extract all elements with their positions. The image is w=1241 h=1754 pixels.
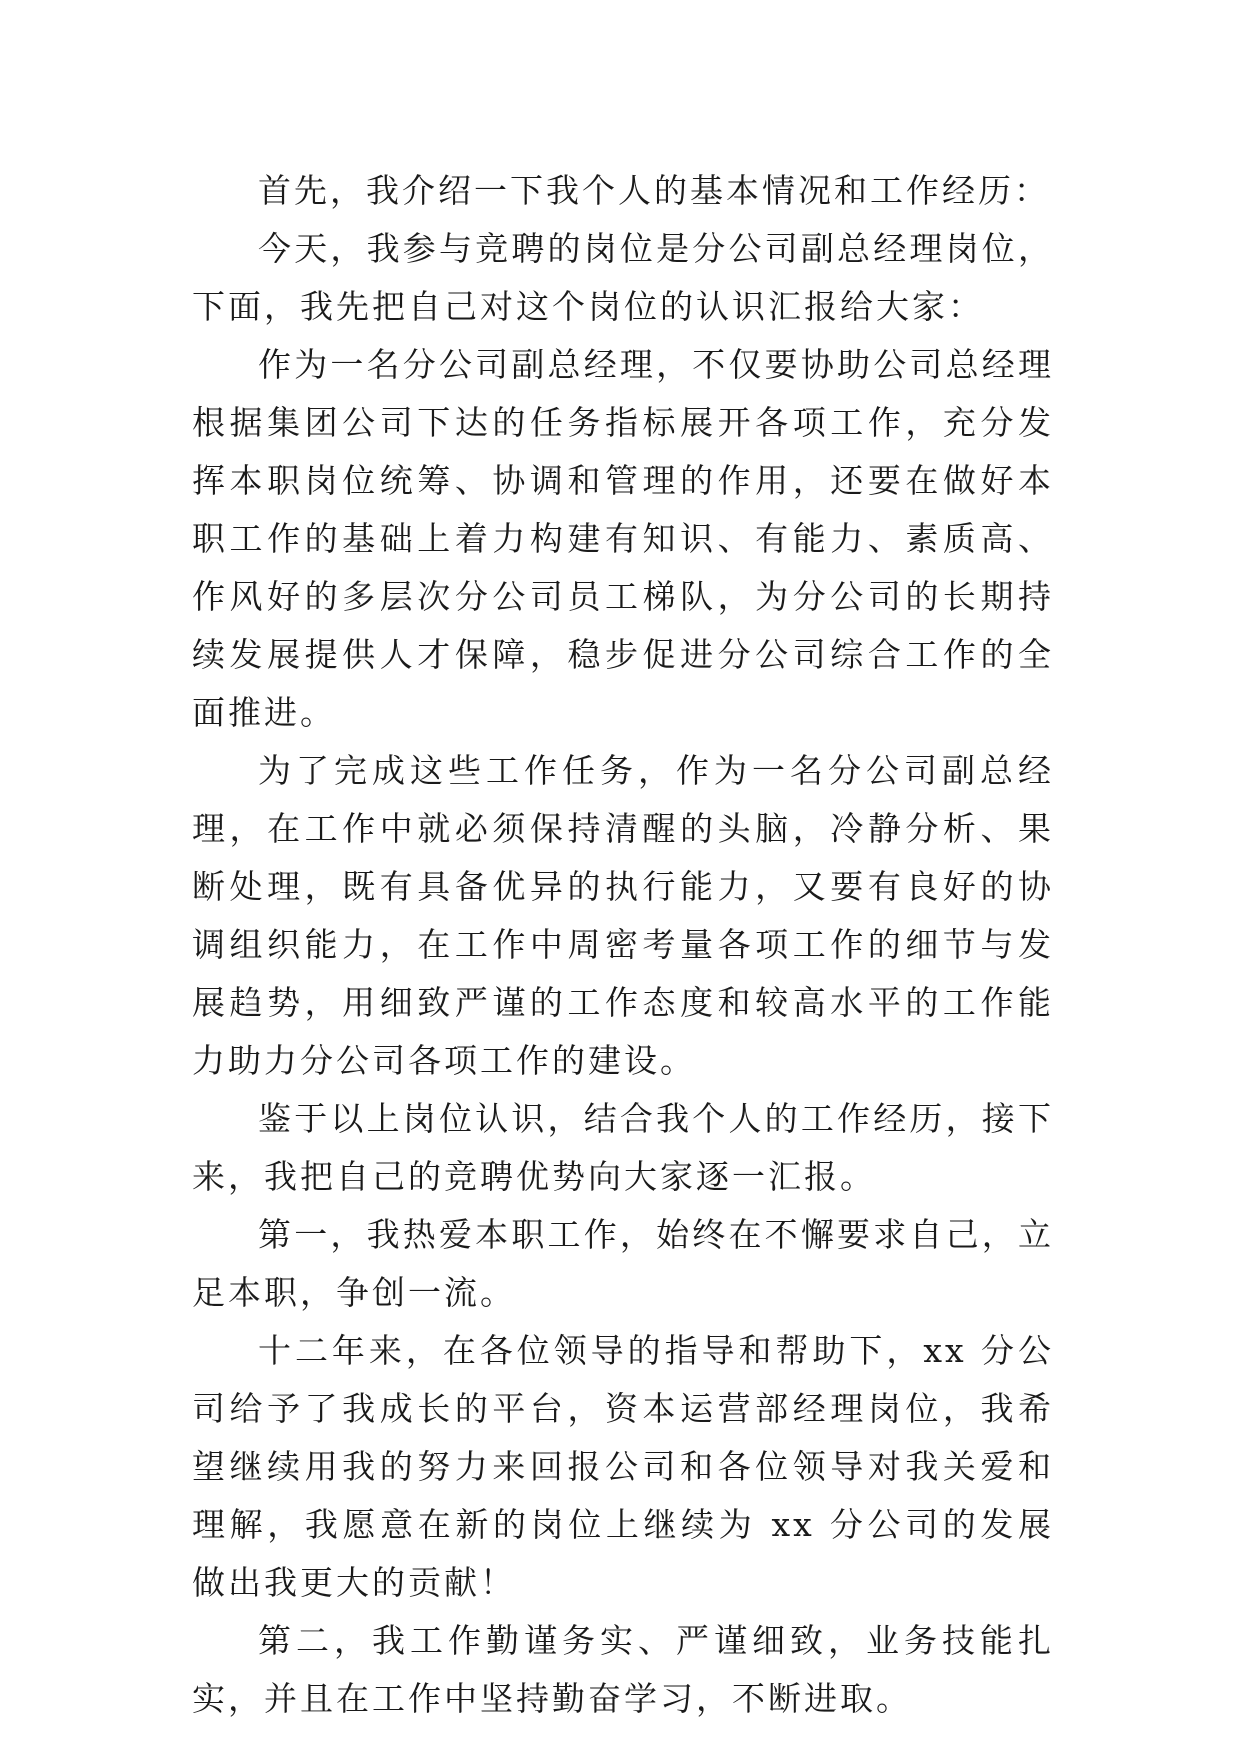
document-body: [192, 162, 1054, 1728]
paragraph-position: 今天，我参与竞聘的岗位是分公司副总经理岗位，下面，我先把自己对这个岗位的认识汇报给大家：: [192, 229, 1054, 326]
paragraph-requirements: 为了完成这些工作任务，作为一名分公司副总经理，在工作中就必须保持清醒的头脑，冷静分析、果断处理，既有具备优异的执行能力，又要有良好的协调组织能力，在工作中周密考量各项工作的细节与发展趋势，用细致严谨的工作态度和较高水平的工作能力助力分公司各项工作的建设。: [192, 751, 1054, 1080]
paragraph-introduction: 首先，我介绍一下我个人的基本情况和工作经历：: [258, 171, 1050, 210]
paragraph-second-point: 第二，我工作勤谨务实、严谨细致，业务技能扎实，并且在工作中坚持勤奋学习，不断进取。: [192, 1621, 1054, 1718]
paragraph-experience: 十二年来，在各位领导的指导和帮助下，xx 分公司给予了我成长的平台，资本运营部经理岗位，我希望继续用我的努力来回报公司和各位领导对我关爱和理解，我愿意在新的岗位上继续为 xx 分公司的发展做出我更大的贡献！: [192, 1331, 1054, 1602]
paragraph-role-description: 作为一名分公司副总经理，不仅要协助公司总经理根据集团公司下达的任务指标展开各项工作，充分发挥本职岗位统筹、协调和管理的作用，还要在做好本职工作的基础上着力构建有知识、有能力、素质高、作风好的多层次分公司员工梯队，为分公司的长期持续发展提供人才保障，稳步促进分公司综合工作的全面推进。: [192, 345, 1054, 732]
paragraph-transition: 鉴于以上岗位认识，结合我个人的工作经历，接下来，我把自己的竞聘优势向大家逐一汇报。: [192, 1099, 1054, 1196]
paragraph-first-point: 第一，我热爱本职工作，始终在不懈要求自己，立足本职，争创一流。: [192, 1215, 1054, 1312]
